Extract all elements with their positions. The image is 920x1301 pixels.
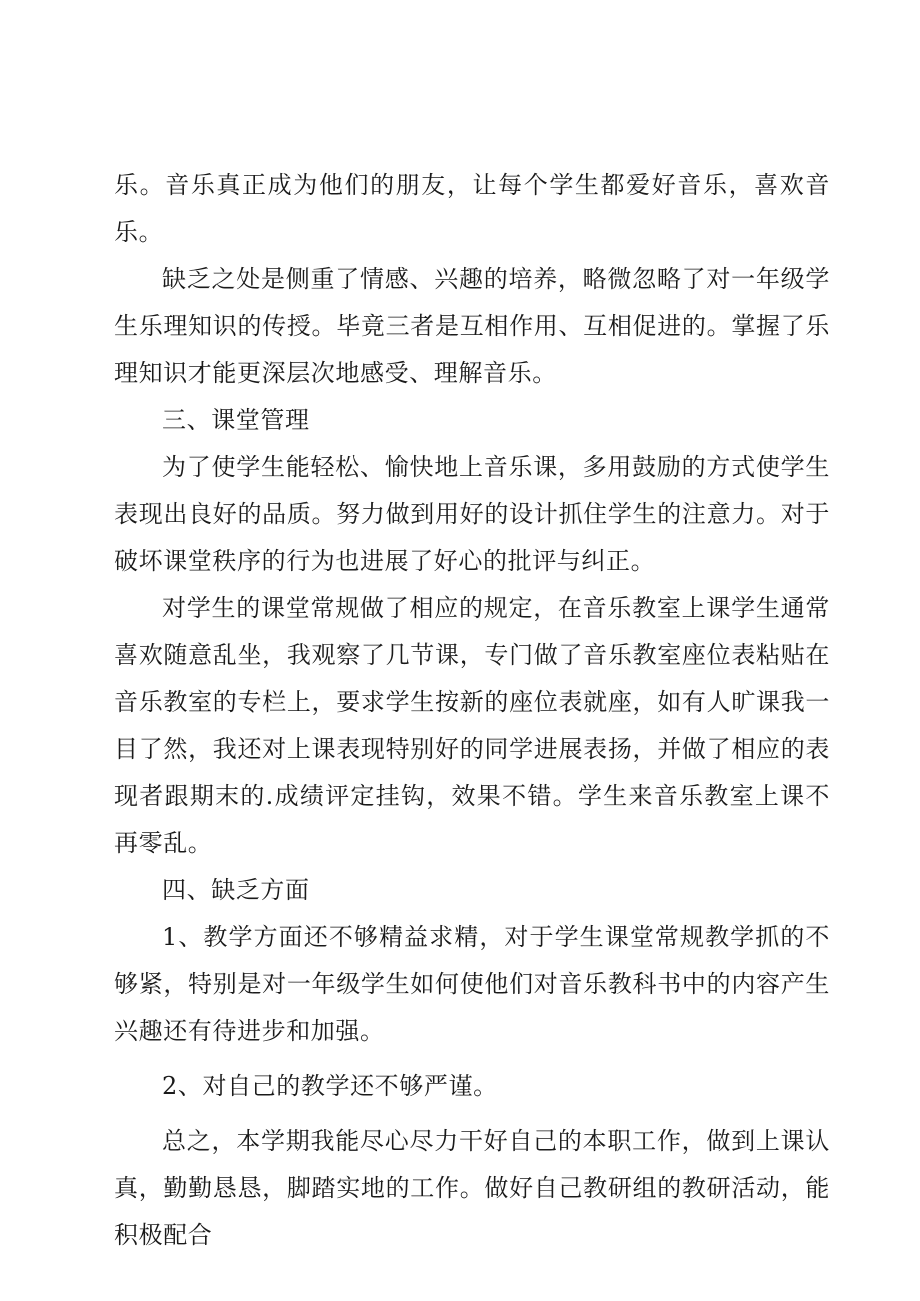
list-item-teaching-refinement: 1、教学方面还不够精益求精，对于学生课堂常规教学抓的不够紧，特别是对一年级学生如何使他们对音乐教科书中的内容产生兴趣还有待进步和加强。 — [114, 923, 830, 1045]
section-heading-classroom-management: 三、课堂管理 — [162, 406, 310, 434]
paragraph-encouragement: 为了使学生能轻松、愉快地上音乐课，多用鼓励的方式使学生表现出良好的品质。努力做到用好的设计抓住学生的注意力。对于破坏课堂秩序的行为也进展了好心的批评与纠正。 — [114, 453, 830, 575]
paragraph-shortcomings-theory: 缺乏之处是侧重了情感、兴趣的培养，略微忽略了对一年级学生乐理知识的传授。毕竟三者是互相作用、互相促进的。掌握了乐理知识才能更深层次地感受、理解音乐。 — [114, 265, 830, 387]
paragraph-continuation: 乐。音乐真正成为他们的朋友，让每个学生都爱好音乐，喜欢音乐。 — [114, 171, 830, 246]
list-item-teaching-rigor: 2、对自己的教学还不够严谨。 — [162, 1072, 498, 1100]
section-heading-shortcomings: 四、缺乏方面 — [162, 876, 310, 904]
paragraph-classroom-rules: 对学生的课堂常规做了相应的规定，在音乐教室上课学生通常喜欢随意乱坐，我观察了几节课，专门做了音乐教室座位表粘贴在音乐教室的专栏上，要求学生按新的座位表就座，如有人旷课我一目了然，我还对上课表现特别好的同学进展表扬，并做了相应的表现者跟期末的.成绩评定挂钩，效果不错。学生来音乐教室上课不再零乱。 — [114, 594, 830, 857]
paragraph-summary: 总之，本学期我能尽心尽力干好自己的本职工作，做到上课认真，勤勤恳恳，脚踏实地的工作。做好自己教研组的教研活动，能积极配合 — [114, 1127, 830, 1249]
document-body — [114, 162, 830, 1259]
